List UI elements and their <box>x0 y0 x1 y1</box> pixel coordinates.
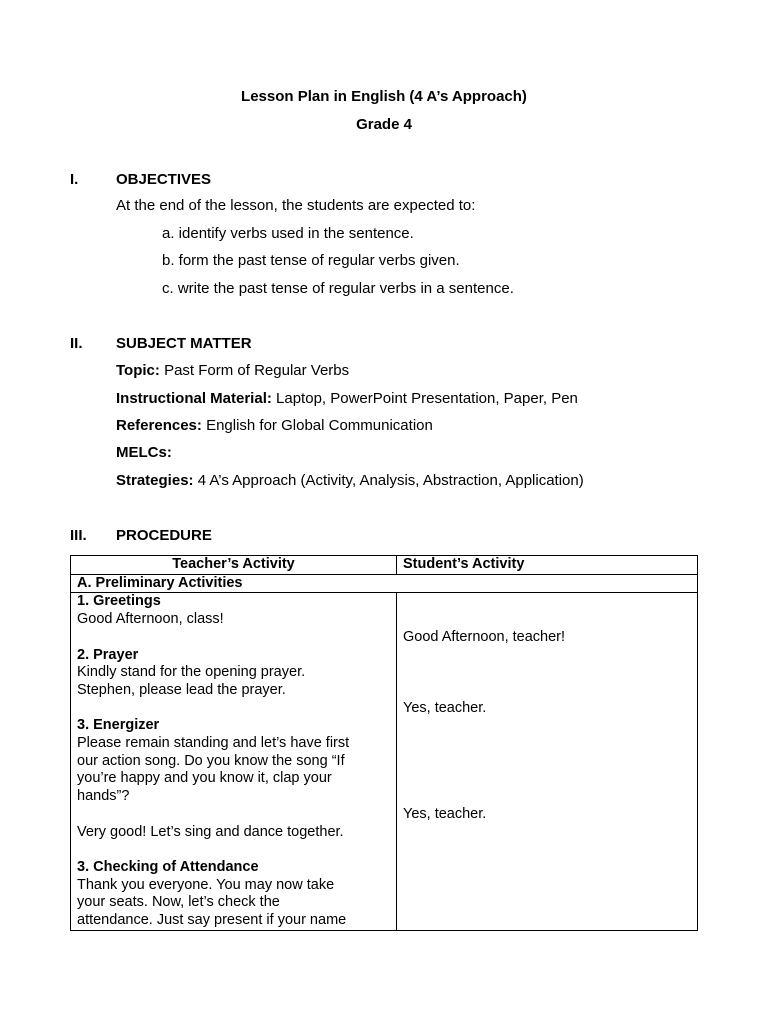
attendance-heading: 3. Checking of Attendance <box>77 858 259 875</box>
objective-item: b. form the past tense of regular verbs given. <box>162 252 460 269</box>
topic-value: Past Form of Regular Verbs <box>164 362 350 379</box>
subject-number: II. <box>70 335 83 352</box>
grade-label: Grade 4 <box>356 116 412 133</box>
objective-item: c. write the past tense of regular verbs in a sentence. <box>162 280 514 297</box>
strategies-value: 4 A’s Approach (Activity, Analysis, Abstraction, Application) <box>197 472 584 489</box>
section-row <box>71 574 698 593</box>
objectives-number: I. <box>70 171 79 188</box>
greetings-text: Good Afternoon, class! <box>77 611 224 628</box>
section-a-label: A. Preliminary Activities <box>71 574 698 593</box>
references-value: English for Global Communication <box>206 417 433 434</box>
prayer-text: Stephen, please lead the prayer. <box>77 681 286 698</box>
attendance-text: Thank you everyone. You may now take <box>77 876 335 893</box>
prayer-text: Kindly stand for the opening prayer. <box>77 664 306 681</box>
student-activity-cell <box>397 593 698 931</box>
procedure-table <box>70 555 698 931</box>
greetings-heading: 1. Greetings <box>77 593 161 610</box>
student-response: Yes, teacher. <box>403 699 487 716</box>
document-title: Lesson Plan in English (4 A’s Approach) <box>241 88 527 105</box>
student-column-header: Student’s Activity <box>397 556 698 575</box>
topic-label: Topic: <box>116 362 160 379</box>
energizer-heading: 3. Energizer <box>77 717 160 734</box>
material-label: Instructional Material: <box>116 390 272 407</box>
material-line <box>116 390 578 408</box>
procedure-heading: PROCEDURE <box>116 527 212 544</box>
objectives-heading: OBJECTIVES <box>116 171 212 188</box>
prayer-heading: 2. Prayer <box>77 646 139 663</box>
melcs-label: MELCs: <box>116 444 172 461</box>
student-response: Good Afternoon, teacher! <box>403 628 566 645</box>
material-value: Laptop, PowerPoint Presentation, Paper, Pen <box>276 390 578 407</box>
strategies-line <box>116 472 584 490</box>
strategies-label: Strategies: <box>116 472 194 489</box>
subject-heading: SUBJECT MATTER <box>116 335 252 352</box>
teacher-column-header: Teacher’s Activity <box>71 556 397 575</box>
student-response: Yes, teacher. <box>403 805 487 822</box>
teacher-activity-cell <box>71 593 397 931</box>
objective-item: a. identify verbs used in the sentence. <box>162 225 414 242</box>
energizer-text: Please remain standing and let’s have first <box>77 735 350 751</box>
references-line <box>116 417 433 435</box>
table-header-row <box>71 556 698 575</box>
attendance-text: attendance. Just say present if your name <box>77 912 347 928</box>
table-row <box>71 593 698 931</box>
energizer-text: Very good! Let’s sing and dance together. <box>77 823 344 840</box>
procedure-number: III. <box>70 527 87 544</box>
energizer-text: hands”? <box>77 788 130 805</box>
energizer-text: you’re happy and you know it, clap your <box>77 770 332 787</box>
topic-line <box>116 362 349 380</box>
references-label: References: <box>116 417 202 434</box>
energizer-text: our action song. Do you know the song “If <box>77 752 345 769</box>
attendance-text: your seats. Now, let’s check the <box>77 894 280 911</box>
objectives-intro: At the end of the lesson, the students are expected to: <box>116 197 476 214</box>
